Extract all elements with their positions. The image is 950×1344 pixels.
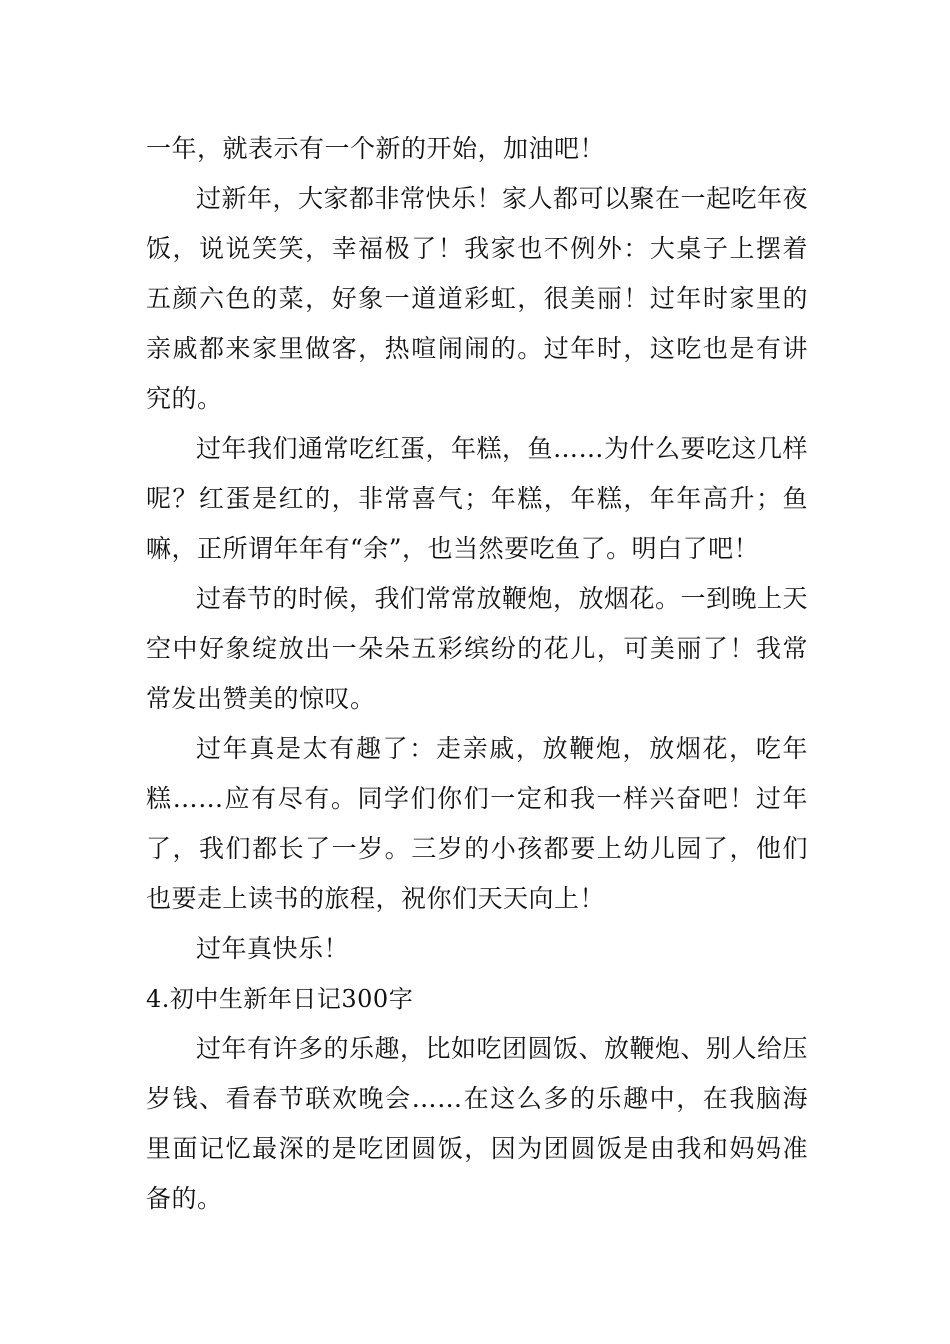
paragraph: 过春节的时候，我们常常放鞭炮，放烟花。一到晚上天空中好象绽放出一朵朵五彩缤纷的花儿，可美丽了！我常常发出赞美的惊叹。 — [146, 584, 809, 713]
paragraph: 过年真快乐！ — [196, 934, 350, 963]
paragraph: 过年我们通常吃红蛋，年糕，鱼……为什么要吃这几样呢？红蛋是红的，非常喜气；年糕，年糕，年年高升；鱼嘛，正所谓年年有“余”，也当然要吃鱼了。明白了吧！ — [146, 434, 809, 563]
section-heading: 4.初中生新年日记300字 — [146, 985, 414, 1013]
paragraph: 过年真是太有趣了：走亲戚，放鞭炮，放烟花，吃年糕……应有尽有。同学们你们一定和我一样兴奋吧！过年了，我们都长了一岁。三岁的小孩都要上幼儿园了，他们也要走上读书的旅程，祝你们天天向上！ — [146, 734, 808, 913]
document-body — [146, 124, 808, 1224]
paragraph-continued: 一年，就表示有一个新的开始，加油吧！ — [146, 134, 606, 163]
paragraph: 过新年，大家都非常快乐！家人都可以聚在一起吃年夜饭，说说笑笑，幸福极了！我家也不例外：大桌子上摆着五颜六色的菜，好象一道道彩虹，很美丽！过年时家里的亲戚都来家里做客，热喧闹闹的。过年时，这吃也是有讲究的。 — [146, 184, 809, 413]
paragraph: 过年有许多的乐趣，比如吃团圆饭、放鞭炮、别人给压岁钱、看春节联欢晚会……在这么多的乐趣中，在我脑海里面记忆最深的是吃团圆饭，因为团圆饭是由我和妈妈准备的。 — [146, 1034, 809, 1213]
